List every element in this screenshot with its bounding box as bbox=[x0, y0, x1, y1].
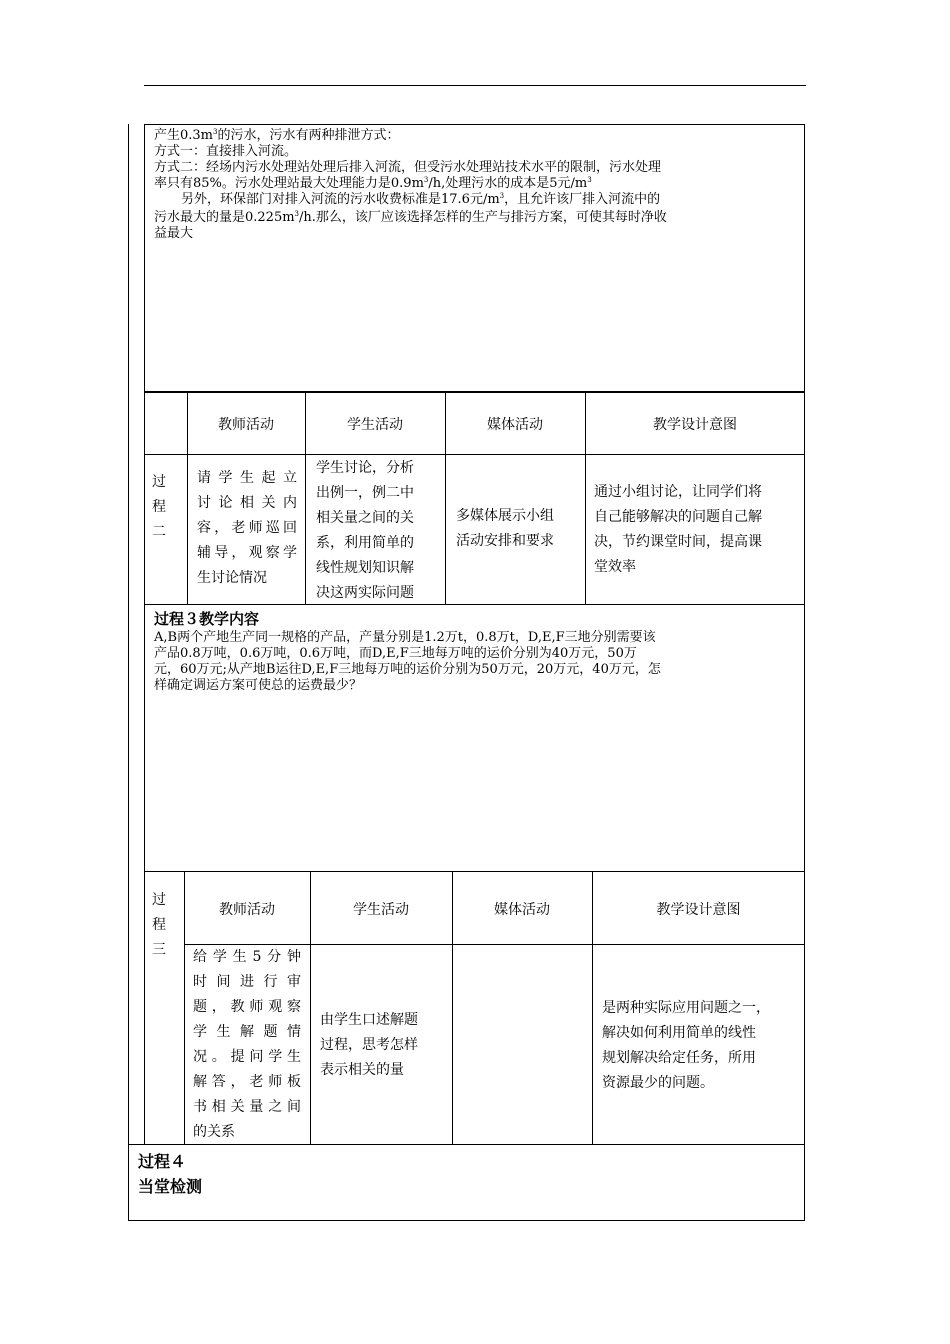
problem-line-1-text: 产生0.3m bbox=[154, 128, 214, 143]
text-line: 相关量之间的关 bbox=[316, 510, 414, 526]
problem-line-4a: 率只有85%。污水处理站最大处理能力是0.9m bbox=[154, 176, 424, 191]
process4-block bbox=[128, 1144, 805, 1221]
text-line: 学生解题情 bbox=[193, 1024, 301, 1040]
header-student-activity: 学生活动 bbox=[347, 417, 403, 433]
label-char: 程 bbox=[152, 917, 166, 933]
process2-student-activity bbox=[316, 456, 440, 606]
text-line: 生讨论情况 bbox=[197, 570, 267, 586]
superscript: 3 bbox=[587, 176, 592, 184]
header-design-intent: 教学设计意图 bbox=[656, 902, 741, 918]
text-line: 自己能够解决的问题自己解 bbox=[594, 509, 762, 525]
process2-media-activity bbox=[456, 504, 580, 554]
problem-line-6b: /h.那么，该厂应该选择怎样的生产与排污方案，可使其每时净收 bbox=[299, 210, 667, 225]
process3-design-intent bbox=[602, 996, 802, 1096]
text-line: 活动安排和要求 bbox=[456, 533, 554, 549]
text-line: 辅导，观察学 bbox=[197, 545, 297, 561]
problem-line-5b: ，且允许该厂排入河流中的 bbox=[504, 192, 661, 207]
text-line: 出例一，例二中 bbox=[316, 485, 414, 501]
text-line: 通过小组讨论，让同学们将 bbox=[594, 484, 762, 500]
text-line: 系，利用简单的 bbox=[316, 535, 414, 551]
process3-label bbox=[152, 888, 172, 963]
problem-line-6a: 污水最大的量是0.225m bbox=[154, 210, 295, 225]
superscript: 3 bbox=[499, 192, 505, 200]
header-teacher-activity: 教师活动 bbox=[219, 902, 275, 918]
problem-line-4 bbox=[154, 176, 592, 192]
text-line: 线性规划知识解 bbox=[316, 560, 414, 576]
text-line: 的关系 bbox=[193, 1124, 235, 1140]
text-line: 决，节约课堂时间，提高课 bbox=[594, 534, 762, 550]
process4-subtitle: 当堂检测 bbox=[138, 1177, 203, 1196]
problem-line-1-tail: 的污水，污水有两种排泄方式： bbox=[217, 128, 400, 143]
text-line: 容，老师巡回 bbox=[197, 520, 297, 536]
superscript: 3 bbox=[423, 176, 429, 184]
text-line: 解答，老师板 bbox=[193, 1074, 301, 1090]
process3-problem bbox=[154, 630, 799, 694]
label-char: 过 bbox=[152, 892, 166, 908]
label-char: 三 bbox=[152, 942, 166, 958]
label-char: 二 bbox=[152, 524, 166, 540]
text-line: 时间进行审 bbox=[193, 974, 301, 990]
problem-line-1 bbox=[154, 128, 400, 144]
process3-student-activity bbox=[320, 1008, 448, 1083]
problem-line-4b: /h,处理污水的成本是5元/m bbox=[428, 176, 588, 191]
process4-title: 过程４ bbox=[138, 1152, 187, 1171]
superscript: 3 bbox=[294, 210, 300, 218]
text-line: 规划解决给定任务，所用 bbox=[602, 1050, 756, 1066]
problem-line-5 bbox=[181, 192, 660, 208]
header-rule bbox=[144, 85, 806, 86]
problem-line-6 bbox=[154, 210, 667, 226]
process2-label bbox=[152, 470, 172, 545]
process3-title: 过程３教学内容 bbox=[154, 610, 260, 628]
header-media-activity: 媒体活动 bbox=[487, 417, 543, 433]
header-teacher-activity: 教师活动 bbox=[218, 417, 274, 433]
header-media-activity: 媒体活动 bbox=[494, 902, 550, 918]
process2-header-divider bbox=[144, 454, 805, 455]
text-line: 讨论相关内 bbox=[197, 495, 297, 511]
label-char: 过 bbox=[152, 474, 166, 490]
text-line: 表示相关的量 bbox=[320, 1062, 404, 1078]
text-line: 决这两实际问题 bbox=[316, 585, 414, 601]
superscript: 3 bbox=[213, 128, 218, 136]
header-design-intent: 教学设计意图 bbox=[653, 417, 737, 433]
text-line: 产品0.8万吨，0.6万吨，0.6万吨，而D,E,F三地每万吨的运价分别为40万元，50万 bbox=[154, 646, 637, 661]
text-line: 题，教师观察 bbox=[193, 999, 301, 1015]
text-line: 由学生口述解题 bbox=[320, 1012, 418, 1028]
label-char: 程 bbox=[152, 499, 166, 515]
left-margin-line bbox=[128, 124, 129, 1221]
text-line: 学生讨论，分析 bbox=[316, 460, 414, 476]
problem-line-5a: 另外，环保部门对排入河流的污水收费标准是17.6元/m bbox=[181, 192, 500, 207]
text-line: A,B两个产地生产同一规格的产品，产量分别是1.2万t，0.8万t，D,E,F三地分别需要该 bbox=[154, 630, 656, 645]
problem-line-3: 方式二：经场内污水处理站处理后排入河流，但受污水处理站技术水平的限制，污水处理 bbox=[154, 160, 662, 175]
process3-teacher-activity bbox=[193, 945, 301, 1145]
text-line: 况。提问学生 bbox=[193, 1049, 301, 1065]
text-line: 样确定调运方案可使总的运费最少？ bbox=[154, 678, 363, 693]
text-line: 解决如何利用简单的线性 bbox=[602, 1025, 756, 1041]
text-line: 过程，思考怎样 bbox=[320, 1037, 418, 1053]
process2-design-intent bbox=[594, 480, 802, 580]
text-line: 堂效率 bbox=[594, 559, 636, 575]
process2-teacher-activity bbox=[197, 466, 297, 591]
problem-line-7: 益最大 bbox=[154, 226, 194, 241]
text-line: 资源最少的问题。 bbox=[602, 1075, 714, 1091]
header-student-activity: 学生活动 bbox=[353, 902, 409, 918]
text-line: 请学生起立 bbox=[197, 470, 297, 486]
text-line: 给学生5分钟 bbox=[193, 949, 301, 965]
problem-line-2: 方式一：直接排入河流。 bbox=[154, 144, 298, 159]
text-line: 是两种实际应用问题之一， bbox=[602, 1000, 770, 1016]
text-line: 书相关量之间 bbox=[193, 1099, 301, 1115]
text-line: 元，60万元;从产地B运往D,E,F三地每万吨的运价分别为50万元，20万元，40万元，怎 bbox=[154, 662, 661, 677]
text-line: 多媒体展示小组 bbox=[456, 508, 554, 524]
